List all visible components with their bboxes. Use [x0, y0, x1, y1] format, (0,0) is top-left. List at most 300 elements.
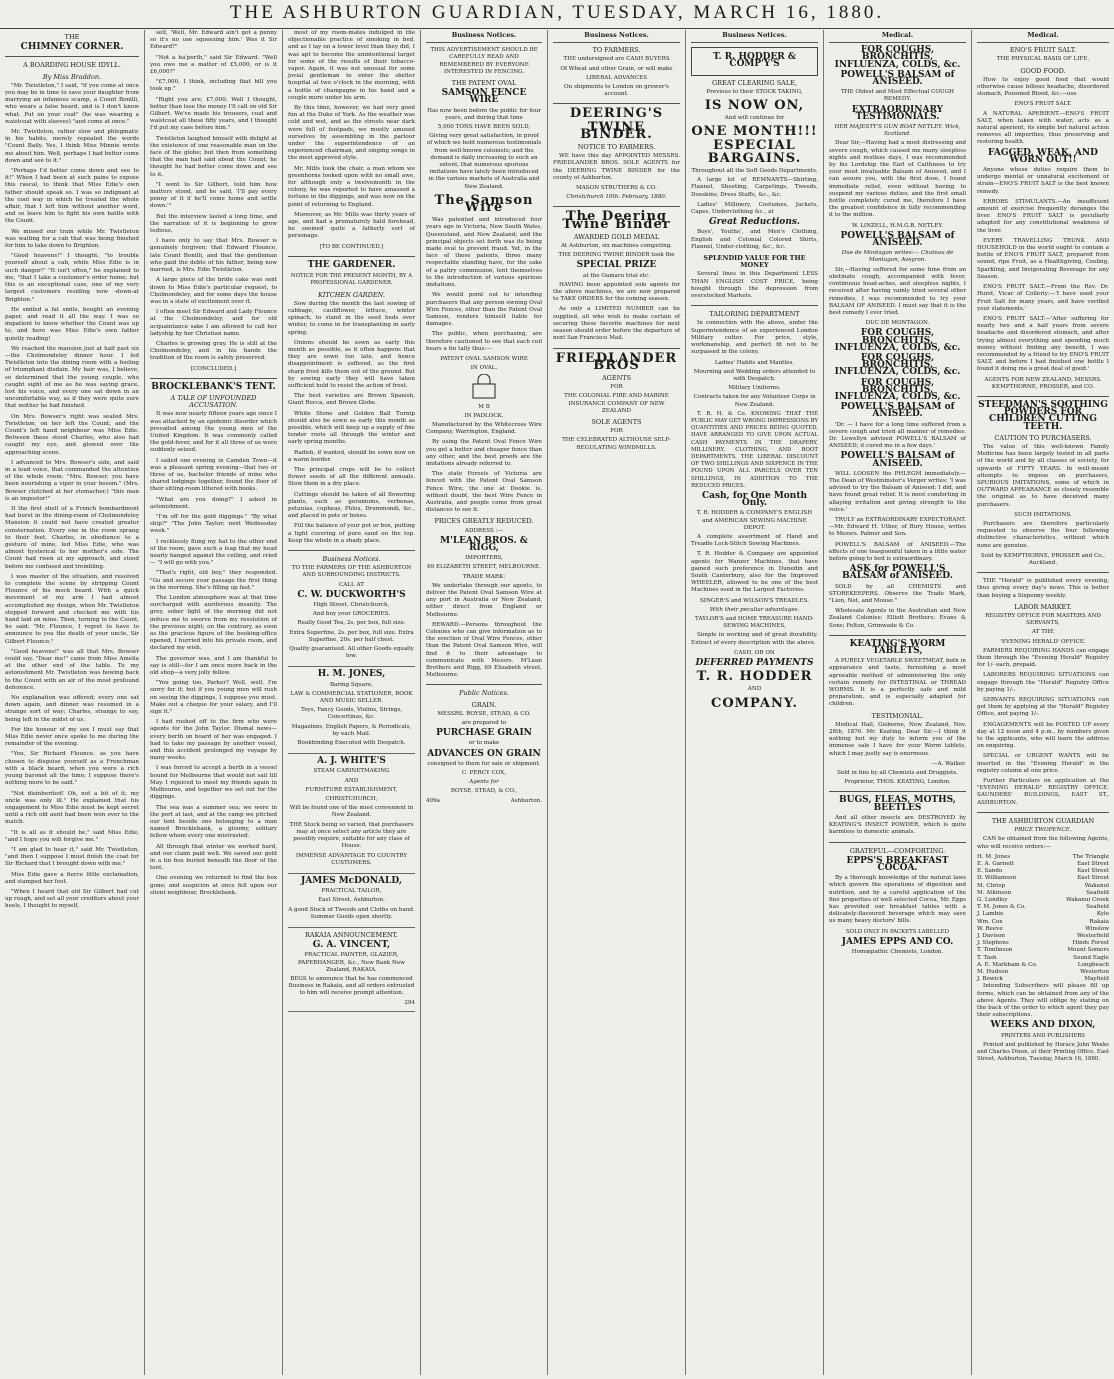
epps-para: By a thorough knowledge of the natural laws which govern the operations of digestion and nutrition, and by a careful application of the fine properties of well selected Cocoa, Mr. Epps has provided our breakfast tables with a delicately-flavoured beverage which may save us many heavy doctors' bills. — [829, 875, 966, 925]
balsam-head: POWELL'S BALSAM of ANISEED. — [840, 402, 955, 420]
testimonial-head: TESTIMONIAL. — [871, 711, 924, 720]
montagon-letter: Sir,—Having suffered for some time from an obstinate cough, accompanied with fever, continuous head-aches, and sleepless nights, I received after having vainly tried several other remedies, I was recommended to try your BALSAM OF ANISEED. I must say that it is the best remedy I ever tried. — [829, 266, 966, 316]
agent-row — [977, 883, 1109, 890]
garden-paragraph: White Stone and Golden Ball Turnip should also be sown as early this month as possible, which will keep up a supply of fine tender roots all through the winter and early spring months. — [288, 410, 415, 446]
clearing-sale: GREAT CLEARING SALE, — [712, 78, 797, 87]
agent-location: East Street — [1077, 860, 1109, 867]
ad-lines — [288, 888, 415, 921]
balsam-head: POWELL'S BALSAM of ANISEED. — [840, 69, 955, 88]
agent-name: A. E. Markham & Co. — [977, 961, 1038, 968]
agent-name: H. M. Jones — [977, 853, 1011, 860]
story-title: A BOARDING HOUSE IDYLL. — [23, 61, 121, 70]
stimulants-para: ERRORS STIMULANTS.—An insufficient amount of exercise frequently deranges the liver. ENO'S FRUIT SALT is peculiarly adapted for any constitutional weakness of the liver. — [977, 198, 1109, 234]
deferred-payments: DEFERRED PAYMENTS — [695, 658, 814, 669]
agent-row — [977, 933, 1109, 940]
agent-row — [977, 897, 1109, 904]
garden-paragraph: Onions should be sown as early this month as possible, as it often happens that they are sown too late, and hence disappointment is suffered, as the first sharp frost kills them out of the ground. But by sowing early they will have taken sufficient hold to resist the action of frost. — [288, 339, 415, 389]
divider — [977, 572, 1109, 573]
fagged-head: FAGGED, WEAK, AND WORN OUT!! — [988, 147, 1098, 165]
garden-paragraph: The best varieties are Brown Spanish, Giant Rocca, and Brown Globe. — [288, 393, 415, 407]
agent-row — [977, 911, 1109, 918]
testi-para: Medical Hall, Gisborne, New Zealand, Nov. 28th, 1876. Mr. Keating. Dear Sir,—I think it nothing but my duty to inform you of the immense sale I have for your Worm tablets, which I may justly say is enormous. — [829, 721, 966, 757]
cash-one-month: Cash, for One Month Only. — [701, 490, 808, 509]
special-para: SPECIAL or URGENT WANTS will be inserted in the "Evening Herald" in the registry column at one price. — [977, 753, 1109, 774]
garden-paragraph: The principal crops will be to collect flower seeds of all the different annuals. Stow them in a dry place. — [288, 466, 415, 488]
buy-line: Of Wheat and other Grain, or will make — [560, 65, 673, 72]
sold-text: Sold by KEMPTHORNE, PROSSER and Co., Auckland. — [980, 552, 1106, 566]
complete-para: A complete assortment of Hand and Treadle Lock-Stitch Sewing Machines. — [691, 533, 818, 548]
letter-para: Dear Sir,—Having had a most distressing and severe cough, which caused me many sleepless nights and restless days, I was recommended by his Lordship the Earl of Caithness to try your most invaluable Balsam of Aniseed, and I can assure you, with the first dose, I found immediate relief, even without having to suspend my various duties; and the first small bottle completely cured me, therefore I have the greatest confidence in fully recommending it to the million. — [829, 140, 966, 219]
section-kicker: THE — [64, 33, 80, 41]
trh-title: T. R. HODDER — [696, 669, 813, 685]
agents-list — [977, 854, 1109, 984]
cash-buyers: THE undersigned are CASH BUYERS — [563, 56, 670, 63]
agent-location: Seafield — [1086, 889, 1109, 896]
ad-lines — [288, 682, 415, 748]
and-text: AND — [747, 686, 762, 693]
steedman-head: STEEDMAN'S SOOTHING POWDERS FOR CHILDREN CUTTING TEETH. — [978, 399, 1108, 432]
signed-text: W. LINZELL, H.M.G.B. NETLEY. — [851, 222, 944, 229]
for-label: FOR — [610, 384, 623, 391]
ad-line: Baring Square, — [330, 681, 373, 688]
agent-row — [977, 976, 1109, 983]
enos-head: ENO'S FRUIT SALT. — [1009, 46, 1077, 55]
ad-line: LAW & COMMERCIAL STATIONER, BOOK AND MUSIC SELLER. — [290, 690, 413, 705]
tent-paragraph: All through that winter we worked hard, and our claim paid well. We saved our gold in a tin box buried beneath the floor of the tent. — [150, 843, 277, 872]
royse-name: MESSRS. ROYSE, STEAD, & CO. — [437, 710, 531, 717]
padlock-mark-icon — [465, 374, 503, 400]
importers-label: IMPORTERS, — [465, 555, 503, 562]
ad-line: CHRISTCHURCH, — [325, 796, 378, 803]
divider — [691, 305, 818, 306]
ad-line: BEGS to announce that he has commenced Business in Rakaia, and all orders entrusted to him will receive prompt attention. — [288, 975, 415, 997]
sold-only: SOLD ONLY IN PACKETS LABELLED — [846, 928, 949, 935]
story-paragraph: I was master of the situation, and resolved to complete the scene by stripping Count Flounce of his mock beard. With a quick movement of my arm I had almost accomplished my design, when Mr. Twistleton stepped forward and checked me with his hand laid on mine. Then, turning to the Count, he said: "Mr. Flounce, I regret to have to announce to you the death of your uncle, Sir Gilbert Flounce." — [5, 573, 139, 645]
forest-para: The state Forests of Victoria are fenced with the Patent Oval Samson Fence Wire; the one at Dookie is, without doubt, the best Wire Fence in Australia, and people come from great distances to see it. — [426, 471, 542, 514]
garden-paragraph: Fill the balance of your pot or box, putting a light covering of pure sand on the top. Keep the whole in a shady place. — [288, 523, 415, 544]
agent-location: Wakanui Creek — [1065, 896, 1109, 903]
divider — [829, 791, 966, 792]
having-para: HAVING been appointed sole agents for the above machines, we are now prepared to TAKE ORDERS for the coming season. — [553, 281, 680, 303]
reward-para: REWARD.—Persons throughout the Colonies who can give information as to the erection of Oval Wire Fences, other than the Patent Oval Samson Wire, will find it to their advantage to communicate with Messrs. M'Lean Brothers and Rigg, 69 Elizabeth street, Melbourne. — [426, 621, 542, 679]
enos3-para: ENO'S FRUIT SALT.—From the Rev. Dr. Hurst, Vicar of Collerly:—'I have used your Fruit Salt for many years, and have verified your statements.' — [977, 284, 1109, 312]
sole-agents-label: SOLE AGENTS — [591, 417, 642, 426]
column-chimney-corner — [0, 30, 145, 1375]
company-title: COMPANY. — [711, 695, 798, 711]
price-text: PRICE TWOPENCE, — [1014, 827, 1072, 834]
sold-para: SOLD by all CHEMISTS and STOREKEEPERS. Observe the Trade Mark, "Lion, Net, and Mouse." — [829, 583, 966, 605]
agents-label: AGENTS — [601, 373, 632, 382]
evening-head: 'EVENING HERALD' OFFICE. — [1000, 638, 1086, 645]
agent-name: J. Stephens — [977, 940, 1009, 947]
homeo-text: Homœpathic Chemists, London. — [851, 948, 944, 955]
trial-text: At Ashburton, six machines competing. — [560, 243, 673, 250]
balsam-head: POWELL'S BALSAM of ANISEED. — [840, 230, 955, 249]
testimonials-head: EXTRAORDINARY TESTIMONIALS. — [851, 104, 944, 122]
appointed-para: WE have this day APPOINTED MESSRS. FRIEDLANDER BROS. SOLE AGENTS for the DEERING TWINE BINDER for the county of Ashburton. — [553, 153, 680, 181]
caution-head: CAUTION TO PURCHASERS. — [994, 433, 1092, 442]
tally-mark-text: M B — [478, 403, 490, 410]
great-reductions: Great Reductions. — [708, 217, 801, 228]
with-text: With their peculiar advantages. — [709, 606, 800, 613]
agent-location: East Street — [1077, 868, 1109, 875]
street-label: 69 ELIZABETH STREET, MELBOURNE. — [427, 564, 541, 571]
ad-number: 499a — [426, 797, 441, 804]
samson-wire-title: The Samson Wire — [434, 192, 534, 216]
agent-name: W. Reeve — [977, 925, 1003, 932]
tent-paragraph: One evening we returned to find the box gone; and suspicion at once fell upon our silent neighbour, Brocklebank. — [150, 875, 277, 896]
english-depot: T. R. HODDER & COMPANY'S ENGLISH and AMERICAN SEWING MACHINE DEPOT. — [696, 510, 813, 531]
can-be-para: CAN be obtained from the following Agents, who will receive orders:— — [977, 836, 1109, 850]
ad-line: IMMENSE ADVANTAGE TO COUNTRY CUSTOMERS. — [295, 852, 408, 866]
at-text: AT THE — [1032, 629, 1054, 636]
ad-name: C. W. DUCKWORTH'S — [297, 589, 406, 600]
balsam-head: POWELL'S BALSAM of ANISEED. — [840, 451, 955, 469]
letter-head: HER MAJESTY'S GUN BOAT NETLEY. Wick, Scotland. — [834, 124, 961, 138]
agent-name: J. Davison — [977, 932, 1005, 939]
mclean-name: M'LEAN BROS. & RIGG, — [440, 535, 528, 553]
cash-or-text: CASH, OR ON — [734, 649, 775, 656]
samson-line: Has now been before the public for four years, and during that time — [427, 107, 541, 121]
agent-location: Mount Somers — [1067, 947, 1109, 954]
column-header: Medical. — [829, 30, 966, 43]
divider — [553, 103, 680, 104]
ad-headline: TO THE FARMERS OF THE ASHBURTON AND SURROUNDING DISTRICTS. — [291, 565, 412, 579]
agent-row — [977, 854, 1109, 861]
or-make-text: or to make — [468, 740, 500, 747]
agent-location: Hinds Forest — [1072, 940, 1109, 947]
for-label: FOR — [610, 428, 623, 435]
jones-ad — [288, 671, 415, 754]
tent-paragraph: The London atmosphere was at that time surcharged with auriferous insanity. The grey, sober light of the morning did not induce me to swerve from my resolution of the previous night; on the contrary, as soon as the gracious figure of the booking-office opened, I hurried into his private room, and declared my wish. — [150, 595, 277, 652]
is-now-on: IS NOW ON, — [704, 98, 805, 114]
agent-row — [977, 868, 1109, 875]
business-notices-head: Business Notices. — [322, 555, 381, 563]
divider — [977, 396, 1109, 397]
agent-location: Longbeach — [1077, 961, 1109, 968]
tailoring-head: TAILORING DEPARTMENT — [709, 310, 800, 319]
hodder-title: T. R. HODDER & COMP'Y'S — [712, 52, 797, 70]
agent-name: M. Chrisp — [977, 882, 1006, 889]
powell5-para: POWELL'S BALSAM of ANISEED.—The effects of one teaspoonful taken in a little water before going to bed is extraordinary. — [829, 541, 966, 562]
samson-lines — [426, 108, 542, 191]
hodder-banner — [691, 47, 818, 75]
friedlander-title: FRIEDLANDER BROS — [555, 350, 678, 373]
agents-nz: AGENTS FOR NEW ZEALAND, MESSRS. KEMPTHORNE, PROSSER, and CO. — [984, 376, 1102, 390]
military-text: Military Uniforms. — [728, 385, 781, 392]
divider — [977, 812, 1109, 813]
lines-para: Several lines in this Department LESS THAN ENGLISH COST PRICE, being bought through the depression from overstocked Markets. — [691, 271, 818, 300]
story-paragraph: "Right you are; £7,000. Well I thought, better than lose the money I'll call on old Sir Gilbert. We've made his trousers, coat and waistcoat all these fifty years, and I thought I'd put my case before him." — [150, 96, 277, 132]
keating-head: KEATING'S WORM TABLETS, — [849, 638, 946, 657]
samson-para: Was patented and introduced four years ago in Victoria, New South Wales, Queensland, and New Zealand; and the principal objects set forth was its being made oval to prevent fraud. Yet, in the face of these patents, three many respectable standing have, for the sake of a paltry commission, lent themselves to the introduction of various spurious imitations. — [426, 217, 542, 289]
servants-para: SERVANTS REQUIRING SITUATIONS can get them by applying at the "Herald" Registry Office, and paying 1/-. — [977, 697, 1109, 718]
continued-label: [TO BE CONTINUED.] — [319, 243, 384, 250]
divider — [829, 635, 966, 636]
agent-row — [977, 875, 1109, 882]
vincent-ad — [288, 932, 415, 1012]
royse-agents: ROYSE, STEAD, & CO., — [450, 788, 518, 795]
splendid-value: SPLENDID VALUE FOR THE MONEY — [703, 254, 806, 270]
taylor-text: TAYLOR'S and HOME TREASURE HAND-SEWING MACHINES, — [695, 616, 814, 630]
column-medical-1 — [824, 30, 972, 1375]
ad-line: A good Stock of Tweeds and Cloths on hand. Summer Goods open shortly. — [288, 906, 415, 920]
ad-line: Quality guaranteed. All other Goods equally low. — [289, 646, 414, 660]
divider — [553, 348, 680, 349]
agent-name: J. Bowick — [977, 976, 1003, 983]
oldest-text: THE Oldest and Most Effectual COUGH REMEDY. — [840, 89, 955, 103]
coughs-head: FOR COUGHS, BRONCHITIS, INFLUENZA, COLDS, &c. — [834, 377, 961, 402]
ad-line: Really Good Tea, 2s. per box, full size. — [297, 620, 406, 627]
divider — [553, 206, 680, 207]
story-paragraph: "It is all as it should be," said Miss Edie, "and I hope you will forgive me." — [5, 829, 139, 843]
remnants-para: A large lot of REMNANTS—Shirting, Flannel, Sheeting, Carpetings, Tweeds, Doeskins, Dress Stuffs, &c., &c. — [691, 177, 818, 198]
undertake-para: We undertake through our agents, to deliver the Patent Oval Samson Wire at any port in Australia or New Zealand, either direct from England or Melbourne. — [426, 582, 542, 618]
garden-paragraph: Cuttings should be taken of all flowering plants, such as geraniums, verbenas, petunias, cupheas, Phlox, Drummondi, &c., and placed in pots or boxes. — [288, 491, 415, 520]
story-byline: By Miss Braddon. — [42, 72, 102, 81]
story-paragraph: He smiled a fat smile, bought an evening paper, and read it all the way. I was so impatient to know whether the Count was up to, and here was Miss Edie's own father quietly reading! — [5, 306, 139, 342]
tent-paragraph: "That's right, old boy," they responded. "Go and secure your passage the first thing in the morning. She's filling up fast." — [150, 570, 277, 591]
ad-line: Toys, Fancy Goods, Violins, Strings, Concertinas, &c. — [300, 707, 403, 721]
especial-title: ESPECIAL — [713, 137, 796, 153]
agent-row — [977, 947, 1109, 954]
agents-para: T. R. Hodder & Company are appointed agents for Wanzer Machines, that have gained such preference in Dunedin and South Canterbury, also for the Improved WHEELER, allowed to be one of the best Machines used in the Largest Factories. — [691, 551, 818, 594]
colonial-text: THE COLONIAL FIRE AND MARINE INSURANCE COMPANY OF NEW ZEALAND — [564, 393, 669, 414]
column-medical-2 — [972, 30, 1114, 1375]
ad-lines — [288, 768, 415, 866]
prices-reduced: PRICES GREATLY REDUCED. — [434, 517, 534, 526]
story-paragraph: "Good heavens!" I thought, "to trouble yourself about a cab, while Miss Edie is in such danger!" "It isn't often," he explained to me, "that I take a customer's order home; but this is an exceptional case, one of my very largest customers residing now -down-at Brighton." — [5, 253, 139, 303]
story-paragraph: By this time, however, we had very good fun at the Duke of York. As the weather was cold and wet, and as the streets near dark were full of footpads, we mostly amused ourselves by assembling in the parlour under the superintendence of an experienced chairman, and singing songs in the most approved style. — [288, 105, 415, 162]
mourning-text: Mourning and Wedding orders attended to with Despatch. — [693, 368, 816, 382]
column-samson-wire — [421, 30, 548, 1375]
agent-name: M. Hudson — [977, 968, 1009, 975]
story-paragraph: "Mr. Twistleton," I said, "if you come at once you may be in time to save your daughter from marrying an infamous scamp, a Count Bonilli, who wears a false beard, and is I don't know what. Put on your coat" (he was wearing a waistcoat with sleeves) "and come at once." — [5, 82, 139, 125]
kitchen-garden-head: KITCHEN GARDEN. — [318, 290, 385, 299]
prepared-text: are prepared to — [461, 720, 507, 727]
agent-name: Wm. Cox — [977, 918, 1003, 925]
story-paragraph: I often meet Sir Edward and Lady Flounce at the Cholmondeley, and for old acquaintance sake I am allowed to call her ladyship by her Christian name. — [150, 309, 277, 337]
althouse-text: THE CELEBRATED ALTHOUSE SELF-REGULATING WINDMILLS. — [562, 437, 671, 451]
gardener-title: THE GARDENER. — [307, 259, 396, 270]
took-text: THE DEERING TWINE BINDER took the — [558, 252, 675, 259]
story-paragraph: "I am glad to hear it," said Mr. Twistleton, "and then I suppose I must finish the coat for Sir Richard that I brought down with me." — [5, 846, 139, 868]
story-paragraph: "You, Sir Richard Flounce, as you have chosen to disguise yourself as a Frenchman with a black beard, when you were a rich young baronet all the time; I suppose there's nothing more to be said." — [5, 751, 139, 787]
column-story-continued — [145, 30, 283, 1375]
tailor-para: In connection with the above, under the Superintendence of an experienced London Military cutter. For price, style, workmanship, and perfect fit not to be surpassed in the colony. — [691, 320, 818, 356]
column-header: Medical. — [977, 30, 1109, 43]
ad-lines — [288, 952, 415, 997]
divider — [426, 684, 542, 685]
agent-row — [977, 919, 1109, 926]
tent-paragraph: "You going too, Parker? Well, well, I'm sorry for it; but if you young men will rush on seeing the diggings, I suppose you must. Make out a cheque for your salary, and I'll sign it." — [150, 680, 277, 716]
imprint-para: Printed and published by Horace John Weeks and Charles Dixon, at their Printing Office, East Street, Ashburton, Tuesday, March 16, 1880. — [977, 1041, 1109, 1063]
sold-tins: Sold in tins by all Chemists and Druggists. — [837, 770, 958, 777]
story-paragraph: We reached the mansion just at half past six—the Cholmondeley dinner hour. I led Twistleton into the dining room with a feeling of triumphant disdain. My hair was, I believe, so determined that the young couple, who caught sight of me as he was saying grace, lost his voice, and every one sat down in an uncomfortable way, as if they were quite sure that neither he had finished. — [5, 345, 139, 410]
natural-para: A NATURAL APERIENT.—ENO'S FRUIT SALT, when taken with water, acts as a natural aperient, its simple but natural action removes all impurities, thus preserving and restoring health. — [977, 110, 1109, 146]
engagements-para: ENGAGEMENTS will be POSTED UP every day at 12 noon and 4 p.m., by numbers given to the applicants, who will learn the address on enquiring. — [977, 721, 1109, 750]
patent-oval-label: THE PATENT OVAL — [451, 79, 517, 88]
agent-location: Mayfield — [1084, 976, 1109, 983]
good-food-head: GOOD FOOD. — [1020, 66, 1066, 75]
story-paragraph: Moreover, as Mr. Mills was thirty years of age, and had a prematurely bald forehead, he seemed quite a fatherly sort of personage. — [288, 211, 415, 240]
tent-paragraph: "I'm off for the gold diggings." "By what ship?" "The John Taylor; next Wednesday week." — [150, 513, 277, 535]
intending-para: Intending Subscribers will please fill up forms, which can be obtained from any of the above Agents. They will oblige by stating on the back of the order to which agent they pay their subscriptions. — [977, 983, 1109, 1019]
to-farmers-head: TO FARMERS. — [592, 46, 641, 55]
garden-paragraph: Radish, if wanted, should be sown now on a warm border. — [288, 449, 415, 463]
agent-location: East Street — [1077, 875, 1109, 882]
tally-label: PATENT OVAL SAMSON WIRE — [440, 355, 528, 362]
tent-paragraph: The governor was, and I am thankful to say is still—for I am once more back in the old shop—a very jolly fellow. — [150, 655, 277, 677]
ad-line: Extra Superfine, 2s. per box, full size. Extra Superfine, 20s. per half chest. — [289, 629, 414, 643]
story-paragraph: most of my room-mates indulged in the objectionable practice of smoking in bed, and as I lay on a lower level than they did, I was apt to become the unintentional target for some of the results of their tobacco-vapor. Again, it was not unusual for some jovial gentleman to enter the shelter hospital at two o'clock in the morning, with a bottle of champagne in his hand and a couple more under his arm. — [288, 30, 415, 101]
mcdonald-ad — [288, 875, 415, 928]
ad-line: East Street, Ashburton. — [318, 897, 385, 904]
tent-paragraph: I was forced to accept a berth in a vessel bound for Melbourne that would not sail till May. I rejoiced to meet my friends again in Melbourne, and together we set out for the diggings. — [150, 765, 277, 801]
story-paragraph: I have only to say that Mrs. Bowser is genuinely forgiven; that Edward Flounce, late Count Bonilli, and that the gentleman who paid the debts of his father, being now married, is Mrs. Edie Twistleton. — [150, 238, 277, 274]
bugs-para: And all other insects are DESTROYED by KEATING'S INSECT POWDER, which is quite harmless to domestic animals. — [829, 814, 966, 836]
divider — [829, 842, 966, 843]
column-header: Business Notices. — [691, 30, 818, 43]
montagon-head: Due de Montagon writes:— Chateau de Montagon, Aveyron. — [841, 250, 954, 264]
ad-name: A. J. WHITE'S — [317, 756, 386, 767]
agent-location: Westerfield — [1076, 932, 1109, 939]
agent-name: E. A. Garnett — [977, 860, 1015, 867]
story-paragraph: "I went to Sir Gilbert, told him how matters stood, and he said, 'I'll pay every penny of it if he'll come home and settle down.'" — [150, 181, 277, 210]
walker-sign: —A. Walker. — [931, 760, 966, 767]
coughs-head: FOR COUGHS, BRONCHITIS, INFLUENZA, COLDS, &c. — [834, 328, 961, 353]
concluded-label: [CONCLUDED.] — [190, 365, 237, 372]
ad-line: And buy your GROCERIES. — [312, 611, 391, 618]
section-title: CHIMNEY CORNER. — [20, 42, 124, 53]
story-body — [5, 83, 139, 911]
weeks-dixon: WEEKS AND DIXON, — [990, 1020, 1096, 1031]
tent-body — [150, 411, 277, 897]
story-body — [150, 30, 277, 363]
physical-text: THE PHYSICAL BASIS OF LIFE. — [996, 56, 1090, 63]
story-paragraph: Mr. Mills took the chair, a man whom we greenhorns looked upon with no small awe, for although only a twelvemonth in the colony, he was reported to have amassed a fortune in the diggings, and was now on the point of returning to England. — [288, 165, 415, 208]
agent-row — [977, 890, 1109, 897]
special-prize: SPECIAL PRIZE — [576, 260, 657, 271]
story-paragraph: self, 'Well, Mr. Edward ain't got a penny so it's no use squeezing him.' Was it Sir Edward?" — [150, 30, 277, 51]
agent-name: T. M. Jones & Co. — [977, 904, 1027, 911]
story-paragraph: "When I heard that old Sir Gilbert had cut up rough, and set all your creditors about your heels, I thought to myself, — [5, 888, 139, 910]
truly-para: TRULY an EXTRAORDINARY EXPECTORANT.—Mr. Edward H. Uther, of Bury House, writes to Messrs. Palmer and Son. — [829, 516, 966, 538]
laborers-para: LABORERS REQUIRING SITUATIONS can engage through the "Herald" Registry Office by paying 1/-. — [977, 672, 1109, 693]
agent-name: T. Tash — [977, 954, 997, 961]
croup-para: 'Dr. — I have for a long time suffered from a severe cough and tried all manner of remedies. Dr. Lewellyn advised POWELL'S BALSAM of ANISEED; it cured me in a few days.' — [829, 421, 966, 450]
date-text: Christchurch 10th. February, 1880. — [566, 194, 667, 201]
white-ad — [288, 758, 415, 874]
story-paragraph: No explanation was offered; every one sat down again, and dinner was resumed in a strange sort of way; Charles, strange to say, being left in the midst of us. — [5, 695, 139, 723]
masthead: THE ASHBURTON GUARDIAN, TUESDAY, MARCH 16, 1880. — [0, 0, 1114, 29]
ad-line: THE Stock being so varied, that purchasers may at once select any article they are possibly require, suitable for any class of House. — [289, 821, 414, 850]
agent-location: The Triangle — [1072, 853, 1109, 860]
story-paragraph: But the interview lasted a long time, and the narration of it is beginning to grow tedious. — [150, 213, 277, 235]
ad-line: STEAM CABINETMAKING — [313, 768, 390, 775]
wholesale-para: Wholesale Agents in the Australian and New Zealand Colonies: Elliott Brothers; Evans & Sons; Felton, Grimwade & Co. — [829, 608, 966, 629]
one-month: ONE MONTH!!! — [691, 124, 818, 140]
fagged-para: Anyone whose duties require them to undergo mental or unnatural excitement or strain—ENO'S FRUIT SALT is the best known remedy. — [977, 167, 1109, 195]
singer-text: SINGER'S and WILSON'S TREADLES. — [699, 597, 810, 604]
garden-paragraph: Sow during the month the last sowing of cabbage, cauliflower, lettuce, winter spinach, to stand in the seed beds over winter, to come in for transplanting in early spring. — [288, 300, 415, 336]
manufacturer: Manufactured by the Whitecross Wire Company, Warrington, England. — [426, 421, 542, 436]
travelling-para: EVERY TRAVELLING TRUNK AND HOUSEHOLD in the world ought to contain a bottle of ENO'S FRUIT SALT, prepared from sound, ripe Fruit, as a Healthgiving, Cooling, Sparkling, and Invigorating Beverage for any Season. — [977, 237, 1109, 280]
such-head: SUCH IMITATIONS. — [1014, 511, 1072, 518]
samson-fence-title: SAMSON FENCE WIRE — [441, 88, 527, 106]
printers-text: PRINTERS AND PUBLISHERS — [1001, 1032, 1085, 1039]
grain-footer — [426, 798, 542, 805]
story-paragraph: For the honour of my sex I must say that Miss Edie never once spoke to me during the remainder of the evening. — [5, 726, 139, 748]
agent-row — [977, 926, 1109, 933]
deering-title: DEERING'S — [569, 106, 664, 122]
agent-name: J. Lambie — [977, 911, 1004, 918]
farmers-para: FARMERS REQUIRING HANDS can engage them through the "Evening Herald" Registry for 1/- each, prepaid. — [977, 647, 1109, 669]
further-para: Further Particulars on application at the "EVENING HERALD" REGISTRY OFFICE. SAUNDERS' BUILDINGS, EAST ST., ASHBURTON. — [977, 778, 1109, 806]
james-epps: JAMES EPPS AND CO. — [841, 936, 954, 947]
mason-name: MASON STRUTHERS & CO. — [576, 185, 657, 192]
tent-paragraph: It was now nearly fifteen years ago since I was attacked by an epidemic disorder which prevailed among the young men of the United Kingdom. It was commonly called the gold-fever, and for it all three of us were suddenly seized. — [150, 411, 277, 454]
agent-name: T. Tomlinson — [977, 947, 1013, 954]
column-header: Business Notices. — [553, 30, 680, 43]
tent-paragraph: "What are you doing?" I asked in astonishment. — [150, 496, 277, 510]
continue-text: And will continue for — [724, 115, 785, 122]
trademark-label: TRADE MARK: — [462, 573, 506, 580]
story-paragraph: We missed our train while Mr. Twistleton was waiting for a cab that was being finished for him to take down to Brighton. — [5, 228, 139, 250]
phlegm-para: WILL LOOSEN the PHLEGM immediately.—The Dean of Westminster's Verger writes: 'I was advised to try the Balsam of Aniseed; I did, and have found great relief. It is most comforting in allaying irritation and giving strength to the voice.' — [829, 470, 966, 513]
agent-location: Westerton — [1080, 968, 1109, 975]
notice-farmers: NOTICE TO FARMERS. — [577, 143, 656, 152]
purchase-grain: PURCHASE GRAIN — [436, 728, 532, 739]
agent-row — [977, 904, 1109, 911]
story-paragraph: I advanced to Mrs. Bowser's side, and said in a loud voice, that commanded the attention of the whole room: "Mrs. Bowser, you have been nourishing a viper in your bosom." (Mrs. Bowser clutched at her stomacher.) "this man is an impostor!" — [5, 459, 139, 502]
herald-para: THE "Herald" is published every evening, thus giving every day's news. This is better than buying a Sixpenny weekly. — [977, 578, 1109, 599]
story-paragraph: "Perhaps I'd better come down and see to it!" When I had been at such pains to expose this rascal, to think that Miss Edie's own father should speak so. I was so indignant at the cool way in which he treated the whole affair, that I left him without another word, and so leave him to fight his own battle with the Count. — [5, 168, 139, 225]
buy-lines — [553, 66, 680, 99]
labor-head: LABOR MARKET. — [1014, 602, 1072, 611]
agent-row — [977, 969, 1109, 976]
agent-name: M. Atkinson — [977, 889, 1012, 896]
coughs-head: FOR COUGHS, BRONCHITIS, INFLUENZA, COLDS, &c. — [834, 352, 961, 378]
story-paragraph: If the first shell of a French bombardment had burst in the dining-room of Cholmondeley Mansion it could not have created greater consternation. Every one in the room sprang to their feet. Charles, in obedience to a gesture of mine, led Miss Edie, who was almost hysterical to her mother's side. The Count had risen at my approach, and stood before me confused and trembling. — [5, 505, 139, 570]
buy-para: By using the Patent Oval Fence Wire you get a better and cheaper fence than any other, and the best proofs are the imitations already referred to. — [426, 439, 542, 467]
tally-sub: IN OVAL. — [470, 365, 498, 372]
ladies-para: Ladies' Millinery, Costumes, Jackets, Capes, Underclothing &c., at — [691, 201, 818, 216]
bargains-title: BARGAINS. — [707, 150, 802, 166]
agent-name: G. Lundley — [977, 896, 1008, 903]
ad-line: High Street, Christchurch, — [313, 602, 390, 609]
divider — [288, 550, 415, 551]
agents-for-text: Agents for — [469, 779, 499, 786]
agent-location: Rakaia — [1089, 918, 1109, 925]
ask-head: ASK for POWELL'S BALSAM of ANISEED. — [842, 564, 953, 582]
ad-name: JAMES McDONALD, — [301, 875, 402, 886]
story-paragraph: "Not a ha'porth," said Sir Edward. "Well you owe me a matter of £5,000, or is it £6,000?" — [150, 54, 277, 76]
column-deering — [548, 30, 686, 1375]
ad-headline: RAKAIA ANNOUNCEMENT. — [304, 930, 399, 939]
ad-name: G. A. VINCENT, — [312, 940, 391, 951]
tent-paragraph: I recklessly flung my hat to the other end of the room, gave such a leap that my head nearly banged against the ceiling, and cried— "I will go with you." — [150, 538, 277, 567]
enos4-para: ENO'S FRUIT SALT.—'After suffering for nearly two and a half years from severe headache and disordered stomach, and after trying almost everything and spending much money without finding any benefit, I was recommended by a friend to try ENO'S FRUIT SALT, and before I had finished one bottle I found it doing me a great deal of good.' — [977, 315, 1109, 373]
bugs-head: BUGS, FLEAS, MOTHS, BEETLES — [839, 795, 956, 813]
duckworth-ad — [288, 565, 415, 667]
throughout-text: Throughout all the Soft Goods Departments. — [691, 168, 818, 175]
ad-line: PRACTICAL PAINTER, GLAZIER, PAPERHANGER, &c., New Bank New Zealand, RAKAIA. — [298, 952, 405, 973]
story-paragraph: Twistleton laughed himself with delight at the existence of one reasonable man on the face of the globe; but then from something that the man had said about the Count, he thought he had better come down and see to it. — [150, 135, 277, 178]
oamaru-text: at the Oamaru trial etc. — [583, 272, 650, 279]
story-paragraph: "Good heavens!" was all that Mrs. Bowser could say. "Dear me!" came from Miss Amelia at the other end of the table. To my astonishment Mr. Twistleton was bowing back to the Count with an air of the most profound deference. — [5, 648, 139, 691]
agent-row — [977, 940, 1109, 947]
